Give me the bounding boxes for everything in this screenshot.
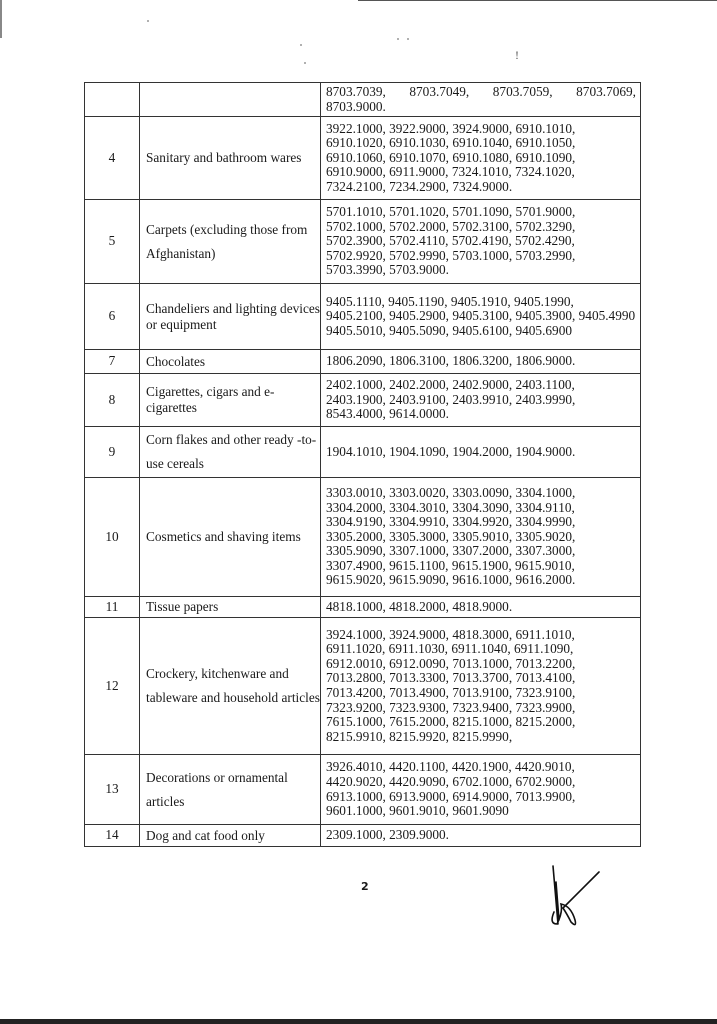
row-number: 4 [85,117,140,200]
item-description [140,83,321,117]
hs-codes: 4818.1000, 4818.2000, 4818.9000. [321,597,641,618]
row-number: 5 [85,200,140,284]
scan-bottom-edge [0,1019,717,1024]
row-number: 11 [85,597,140,618]
hs-codes: 3924.1000, 3924.9000, 4818.3000, 6911.1010, 6911.1020, 6911.1030, 6911.1040, 6911.1090, 6912.0010, 6912.0090, 7013.1000, 7013.2200, 7013.2800, 7013.3300, 7013.3700, 7013.4100, 7013.4200, 7013.4900, 7013.9100, 7323.9100, 7323.9200, 7323.9300, 7323.9400, 7323.9900, 7615.1000, 7615.2000, 8215.1000, 8215.2000, 8215.9910, 8215.9920, 8215.9990, [321,618,641,755]
table-row [85,825,641,847]
item-description: Decorations or ornamental articles [140,755,321,825]
scan-top-edge-line [358,0,717,1]
row-number: 8 [85,374,140,427]
table-row [85,597,641,618]
page-number: 2 [361,880,369,893]
hs-codes: 3303.0010, 3303.0020, 3303.0090, 3304.1000, 3304.2000, 3304.3010, 3304.3090, 3304.9110, 3304.9190, 3304.9910, 3304.9920, 3304.9990, 3305.2000, 3305.3000, 3305.9010, 3305.9020, 3305.9090, 3307.1000, 3307.2000, 3307.3000, 3307.4900, 9615.1100, 9615.1900, 9615.9010, 9615.9020, 9615.9090, 9616.1000, 9616.2000. [321,478,641,597]
row-number: 12 [85,618,140,755]
row-number: 7 [85,350,140,374]
table-row [85,374,641,427]
row-number: 6 [85,284,140,350]
scan-speck [397,38,399,40]
item-description: Crockery, kitchenware and tableware and household articles [140,618,321,755]
scan-speck [407,38,409,40]
table-row [85,427,641,478]
table-row [85,200,641,284]
item-description: Tissue papers [140,597,321,618]
hs-codes: 9405.1110, 9405.1190, 9405.1910, 9405.1990, 9405.2100, 9405.2900, 9405.3100, 9405.3900, 9405.4990 9405.5010, 9405.5090, 9405.6100, 9405.6900 [321,284,641,350]
table-row [85,350,641,374]
item-description: Carpets (excluding those from Afghanistan) [140,200,321,284]
table-row [85,117,641,200]
item-description: Chocolates [140,350,321,374]
signature-icon [545,862,605,932]
item-description: Cosmetics and shaving items [140,478,321,597]
hs-codes: 2309.1000, 2309.9000. [321,825,641,847]
row-number: 14 [85,825,140,847]
item-description: Cigarettes, cigars and e-cigarettes [140,374,321,427]
hs-codes: 8703.7039, 8703.7049, 8703.7059, 8703.7069, 8703.9000. [321,83,641,117]
item-description: Sanitary and bathroom wares [140,117,321,200]
scan-speck [300,44,302,46]
hs-codes: 5701.1010, 5701.1020, 5701.1090, 5701.9000, 5702.1000, 5702.2000, 5702.3100, 5702.3290, 5702.3900, 5702.4110, 5702.4190, 5702.4290, 5702.9920, 5702.9990, 5703.1000, 5703.2990, 5703.3990, 5703.9000. [321,200,641,284]
row-number: 9 [85,427,140,478]
table-row [85,478,641,597]
row-number [85,83,140,117]
scan-speck [147,20,149,22]
item-description: Corn flakes and other ready -to-use cereals [140,427,321,478]
hs-codes: 1806.2090, 1806.3100, 1806.3200, 1806.9000. [321,350,641,374]
table-row [85,755,641,825]
item-description: Dog and cat food only [140,825,321,847]
scan-left-edge-mark [0,0,2,38]
row-number: 10 [85,478,140,597]
table-row [85,83,641,117]
hs-code-table [84,82,641,847]
row-number: 13 [85,755,140,825]
hs-codes: 3922.1000, 3922.9000, 3924.9000, 6910.1010, 6910.1020, 6910.1030, 6910.1040, 6910.1050, 6910.1060, 6910.1070, 6910.1080, 6910.1090, 6910.9000, 6911.9000, 7324.1010, 7324.1020, 7324.2100, 7234.2900, 7324.9000. [321,117,641,200]
item-description: Chandeliers and lighting devices or equipment [140,284,321,350]
hs-codes: 1904.1010, 1904.1090, 1904.2000, 1904.9000. [321,427,641,478]
hs-codes: 2402.1000, 2402.2000, 2402.9000, 2403.1100, 2403.1900, 2403.9100, 2403.9910, 2403.9990, 8543.4000, 9614.0000. [321,374,641,427]
stray-mark: ! [515,48,519,62]
table-row [85,284,641,350]
hs-codes: 3926.4010, 4420.1100, 4420.1900, 4420.9010, 4420.9020, 4420.9090, 6702.1000, 6702.9000, 6913.1000, 6913.9000, 6914.9000, 7013.9900, 9601.1000, 9601.9010, 9601.9090 [321,755,641,825]
table-row [85,618,641,755]
scan-speck [304,62,306,64]
